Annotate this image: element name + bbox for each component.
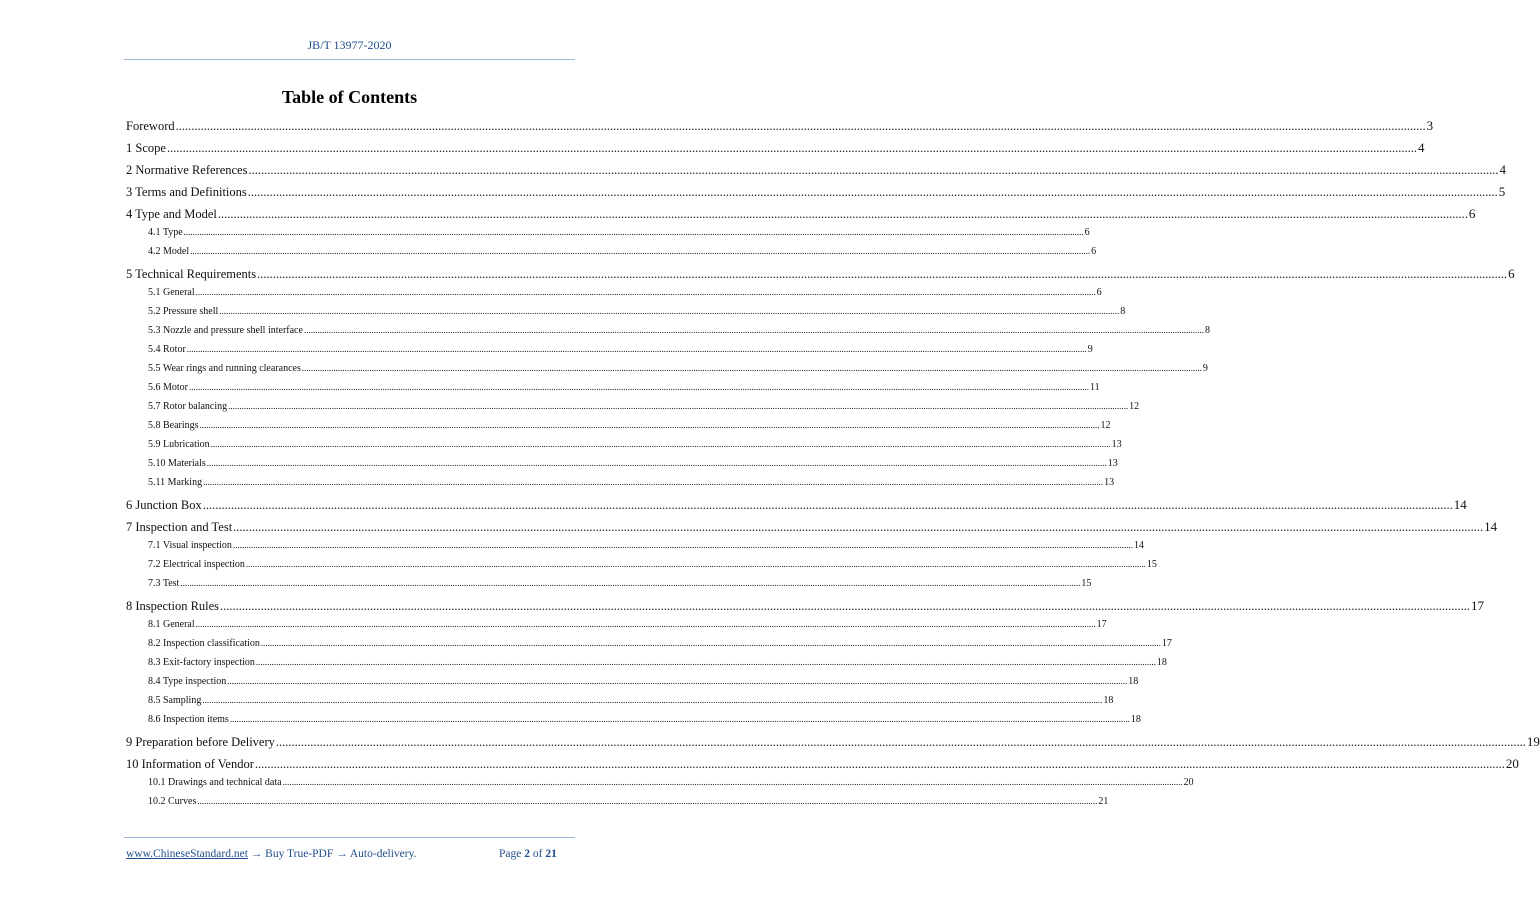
- toc-entry-page-number: 6: [1468, 206, 1476, 221]
- toc-dot-leader: ................................................................................................................................................................................................................................................................................................................................................................................................................: [195, 287, 1096, 297]
- toc-dot-leader: ................................................................................................................................................................................................................................................................................................................................................................................................................: [245, 559, 1146, 569]
- toc-entry-page-number: 6: [1091, 246, 1097, 257]
- toc-entry-page-number: 19: [1526, 734, 1540, 749]
- toc-subsection-entry[interactable]: [126, 344, 1093, 363]
- toc-entry-label: Foreword: [126, 119, 175, 133]
- toc-section-entry[interactable]: [126, 496, 1467, 518]
- toc-entry-page-number: 4: [1417, 140, 1425, 155]
- toc-entry-page-number: 3: [1426, 118, 1434, 133]
- toc-dot-leader: ................................................................................................................................................................................................................................................................................................................................................................................................................: [260, 638, 1161, 648]
- toc-entry-label: 10 Information of Vendor: [126, 757, 254, 771]
- page-counter: [499, 848, 557, 860]
- toc-entry-label: 8.6 Inspection items: [148, 714, 229, 725]
- toc-dot-leader: ................................................................................................................................................................................................................................................................................................................................................................................................................: [197, 796, 1098, 806]
- toc-subsection-entry[interactable]: [126, 540, 1144, 559]
- toc-dot-leader: ................................................................................................................................................................................................................................................................................................................................................................................................................: [202, 498, 1453, 512]
- toc-entry-label: 4.1 Type: [148, 227, 183, 238]
- toc-dot-leader: ................................................................................................................................................................................................................................................................................................................................................................................................................: [199, 420, 1100, 430]
- toc-dot-leader: ................................................................................................................................................................................................................................................................................................................................................................................................................: [203, 477, 1104, 487]
- toc-entry-page-number: 14: [1133, 540, 1144, 551]
- table-of-contents: [126, 117, 1540, 815]
- toc-entry-page-number: 4: [1499, 162, 1506, 177]
- toc-dot-leader: ................................................................................................................................................................................................................................................................................................................................................................................................................: [189, 382, 1089, 392]
- toc-section-entry[interactable]: [126, 518, 1498, 540]
- toc-entry-page-number: 13: [1107, 458, 1118, 469]
- toc-subsection-entry[interactable]: [126, 676, 1139, 695]
- toc-section-entry[interactable]: [126, 139, 1425, 161]
- toc-entry-page-number: 8: [1204, 325, 1210, 336]
- toc-entry-page-number: 14: [1484, 519, 1498, 534]
- toc-section-entry[interactable]: [126, 183, 1506, 205]
- toc-entry-label: 2 Normative References: [126, 163, 248, 177]
- page-total: 21: [545, 848, 557, 860]
- toc-entry-label: 7.2 Electrical inspection: [148, 559, 245, 570]
- toc-entry-page-number: 5: [1498, 184, 1506, 199]
- toc-dot-leader: ................................................................................................................................................................................................................................................................................................................................................................................................................: [202, 695, 1103, 705]
- toc-dot-leader: ................................................................................................................................................................................................................................................................................................................................................................................................................: [217, 207, 1468, 221]
- toc-dot-leader: ................................................................................................................................................................................................................................................................................................................................................................................................................: [206, 458, 1107, 468]
- chinesestandard-link[interactable]: www.ChineseStandard.net: [126, 848, 248, 860]
- toc-entry-page-number: 15: [1081, 578, 1092, 589]
- toc-entry-label: 5.9 Lubrication: [148, 439, 210, 450]
- toc-dot-leader: ................................................................................................................................................................................................................................................................................................................................................................................................................: [190, 246, 1091, 256]
- toc-entry-page-number: 17: [1471, 598, 1485, 613]
- toc-entry-label: 1 Scope: [126, 141, 166, 155]
- toc-entry-label: 5.3 Nozzle and pressure shell interface: [148, 325, 303, 336]
- toc-entry-label: 5.10 Materials: [148, 458, 206, 469]
- toc-entry-page-number: 6: [1508, 266, 1515, 281]
- toc-entry-page-number: 13: [1111, 439, 1122, 450]
- toc-entry-label: 5.2 Pressure shell: [148, 306, 219, 317]
- toc-dot-leader: ................................................................................................................................................................................................................................................................................................................................................................................................................: [227, 676, 1128, 686]
- toc-subsection-entry[interactable]: [126, 638, 1172, 657]
- toc-dot-leader: ................................................................................................................................................................................................................................................................................................................................................................................................................: [180, 578, 1081, 588]
- toc-section-entry[interactable]: [126, 117, 1434, 139]
- toc-subsection-entry[interactable]: [126, 458, 1118, 477]
- toc-subsection-entry[interactable]: [126, 559, 1157, 578]
- toc-entry-page-number: 17: [1161, 638, 1172, 649]
- toc-entry-label: 5.6 Motor: [148, 382, 188, 393]
- toc-subsection-entry[interactable]: [126, 777, 1194, 796]
- toc-subsection-entry[interactable]: [126, 796, 1109, 815]
- toc-dot-leader: ................................................................................................................................................................................................................................................................................................................................................................................................................: [248, 163, 1499, 177]
- auto-delivery-text: Auto-delivery.: [349, 848, 417, 860]
- footer-divider: [124, 837, 575, 838]
- toc-dot-leader: ................................................................................................................................................................................................................................................................................................................................................................................................................: [254, 757, 1505, 771]
- toc-entry-page-number: 8: [1120, 306, 1126, 317]
- buy-true-pdf-text: Buy True-PDF: [265, 848, 334, 860]
- toc-subsection-entry[interactable]: [126, 714, 1141, 733]
- toc-entry-page-number: 18: [1130, 714, 1141, 725]
- toc-section-entry[interactable]: [126, 161, 1506, 183]
- toc-dot-leader: ................................................................................................................................................................................................................................................................................................................................................................................................................: [282, 777, 1183, 787]
- toc-section-entry[interactable]: [126, 205, 1476, 227]
- toc-subsection-entry[interactable]: [126, 287, 1102, 306]
- toc-entry-page-number: 20: [1183, 777, 1194, 788]
- toc-dot-leader: ................................................................................................................................................................................................................................................................................................................................................................................................................: [186, 344, 1087, 354]
- toc-dot-leader: ................................................................................................................................................................................................................................................................................................................................................................................................................: [257, 267, 1508, 281]
- toc-entry-label: 3 Terms and Definitions: [126, 185, 247, 199]
- toc-entry-page-number: 12: [1100, 420, 1111, 431]
- toc-subsection-entry[interactable]: [126, 246, 1097, 265]
- toc-subsection-entry[interactable]: [126, 619, 1107, 638]
- toc-entry-label: 5.5 Wear rings and running clearances: [148, 363, 301, 374]
- toc-entry-page-number: 6: [1096, 287, 1102, 298]
- toc-entry-page-number: 12: [1129, 401, 1140, 412]
- toc-entry-label: 5.4 Rotor: [148, 344, 186, 355]
- toc-entry-page-number: 17: [1096, 619, 1107, 630]
- toc-dot-leader: ................................................................................................................................................................................................................................................................................................................................................................................................................: [303, 325, 1204, 335]
- toc-entry-label: 8 Inspection Rules: [126, 599, 220, 613]
- page-title: Table of Contents: [281, 87, 418, 107]
- toc-dot-leader: ................................................................................................................................................................................................................................................................................................................................................................................................................: [233, 520, 1484, 534]
- toc-entry-label: 7 Inspection and Test: [126, 520, 233, 534]
- toc-entry-label: 8.3 Exit-factory inspection: [148, 657, 255, 668]
- toc-entry-label: 8.4 Type inspection: [148, 676, 227, 687]
- toc-entry-label: 8.2 Inspection classification: [148, 638, 260, 649]
- toc-entry-label: 4.2 Model: [148, 246, 190, 257]
- toc-dot-leader: ................................................................................................................................................................................................................................................................................................................................................................................................................: [229, 714, 1130, 724]
- arrow-right-icon: →: [336, 848, 348, 860]
- toc-entry-label: 6 Junction Box: [126, 498, 202, 512]
- toc-dot-leader: ................................................................................................................................................................................................................................................................................................................................................................................................................: [175, 119, 1426, 133]
- toc-entry-page-number: 15: [1146, 559, 1157, 570]
- toc-entry-page-number: 20: [1505, 756, 1519, 771]
- toc-dot-leader: ................................................................................................................................................................................................................................................................................................................................................................................................................: [166, 141, 1417, 155]
- toc-entry-label: 5.1 General: [148, 287, 195, 298]
- toc-entry-label: 5.7 Rotor balancing: [148, 401, 228, 412]
- toc-entry-page-number: 13: [1104, 477, 1115, 488]
- toc-subsection-entry[interactable]: [126, 439, 1122, 458]
- toc-dot-leader: ................................................................................................................................................................................................................................................................................................................................................................................................................: [232, 540, 1133, 550]
- toc-entry-page-number: 21: [1098, 796, 1109, 807]
- page-of-word: of: [532, 848, 543, 860]
- toc-dot-leader: ................................................................................................................................................................................................................................................................................................................................................................................................................: [275, 735, 1526, 749]
- toc-entry-label: 7.1 Visual inspection: [148, 540, 232, 551]
- toc-subsection-entry[interactable]: [126, 477, 1115, 496]
- toc-section-entry[interactable]: [126, 733, 1540, 755]
- toc-subsection-entry[interactable]: [126, 227, 1090, 246]
- toc-entry-label: 5.11 Marking: [148, 477, 203, 488]
- toc-dot-leader: ................................................................................................................................................................................................................................................................................................................................................................................................................: [195, 619, 1096, 629]
- toc-entry-label: 10.2 Curves: [148, 796, 197, 807]
- toc-dot-leader: ................................................................................................................................................................................................................................................................................................................................................................................................................: [228, 401, 1129, 411]
- toc-entry-page-number: 11: [1090, 382, 1100, 393]
- header-divider: [124, 59, 575, 60]
- toc-dot-leader: ................................................................................................................................................................................................................................................................................................................................................................................................................: [220, 599, 1471, 613]
- toc-subsection-entry[interactable]: [126, 325, 1210, 344]
- toc-entry-page-number: 9: [1087, 344, 1093, 355]
- toc-section-entry[interactable]: [126, 597, 1485, 619]
- toc-entry-label: 9 Preparation before Delivery: [126, 735, 275, 749]
- toc-entry-page-number: 18: [1156, 657, 1167, 668]
- page-current: 2: [524, 848, 530, 860]
- toc-dot-leader: ................................................................................................................................................................................................................................................................................................................................................................................................................: [219, 306, 1120, 316]
- toc-entry-page-number: 9: [1202, 363, 1208, 374]
- toc-entry-label: 4 Type and Model: [126, 207, 217, 221]
- toc-entry-label: 8.5 Sampling: [148, 695, 202, 706]
- toc-dot-leader: ................................................................................................................................................................................................................................................................................................................................................................................................................: [301, 363, 1202, 373]
- toc-subsection-entry[interactable]: [126, 401, 1140, 420]
- toc-section-entry[interactable]: [126, 755, 1519, 777]
- toc-entry-label: 5.8 Bearings: [148, 420, 199, 431]
- toc-entry-page-number: 18: [1128, 676, 1139, 687]
- toc-entry-label: 7.3 Test: [148, 578, 180, 589]
- toc-subsection-entry[interactable]: [126, 695, 1114, 714]
- arrow-right-icon: →: [250, 848, 263, 860]
- toc-section-entry[interactable]: [126, 265, 1515, 287]
- toc-entry-label: 10.1 Drawings and technical data: [148, 777, 282, 788]
- toc-entry-page-number: 6: [1084, 227, 1090, 238]
- toc-subsection-entry[interactable]: [126, 657, 1167, 676]
- toc-entry-page-number: 18: [1103, 695, 1114, 706]
- toc-subsection-entry[interactable]: [126, 578, 1092, 597]
- toc-subsection-entry[interactable]: [126, 363, 1208, 382]
- toc-subsection-entry[interactable]: [126, 420, 1111, 439]
- toc-dot-leader: ................................................................................................................................................................................................................................................................................................................................................................................................................: [210, 439, 1111, 449]
- footer-promo: [126, 848, 417, 860]
- document-code-header: JB/T 13977-2020: [307, 38, 392, 52]
- page-word: Page: [499, 848, 522, 860]
- toc-subsection-entry[interactable]: [126, 382, 1100, 401]
- toc-entry-page-number: 14: [1453, 497, 1467, 512]
- toc-dot-leader: ................................................................................................................................................................................................................................................................................................................................................................................................................: [183, 227, 1084, 237]
- toc-entry-label: 5 Technical Requirements: [126, 267, 257, 281]
- toc-entry-label: 8.1 General: [148, 619, 195, 630]
- toc-dot-leader: ................................................................................................................................................................................................................................................................................................................................................................................................................: [255, 657, 1156, 667]
- toc-dot-leader: ................................................................................................................................................................................................................................................................................................................................................................................................................: [247, 185, 1498, 199]
- toc-subsection-entry[interactable]: [126, 306, 1126, 325]
